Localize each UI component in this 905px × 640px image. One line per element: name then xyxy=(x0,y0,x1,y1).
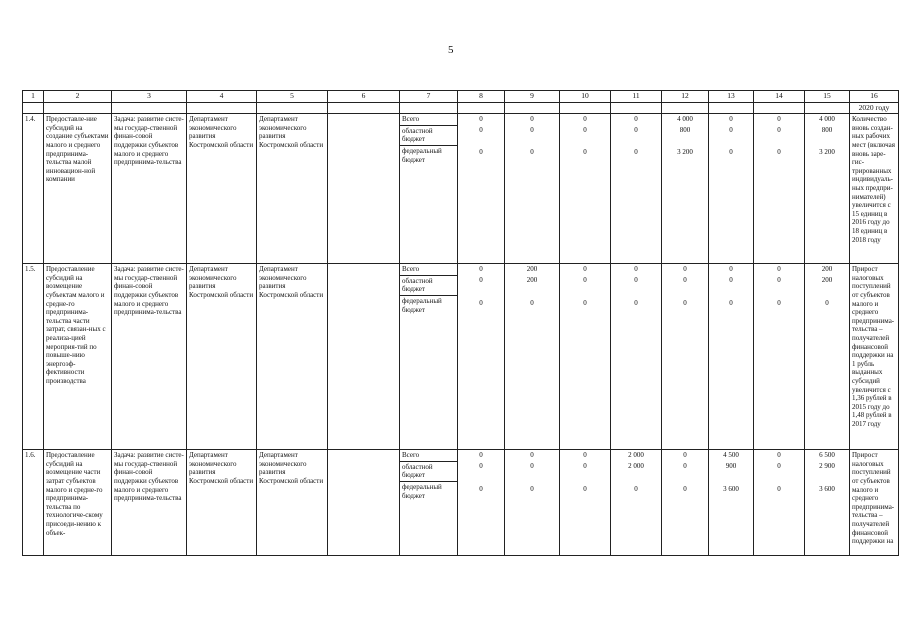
page-number: 5 xyxy=(448,44,454,56)
row-number: 1.5. xyxy=(23,264,44,450)
value: 0 xyxy=(729,299,733,308)
value: 3 200 xyxy=(819,148,835,157)
budget-regional-label: областной бюджет xyxy=(400,126,457,146)
value: 0 xyxy=(479,461,483,470)
row-number: 1.4. xyxy=(23,114,44,264)
value: 0 xyxy=(530,461,534,470)
value: 0 xyxy=(479,299,483,308)
value: 0 xyxy=(634,299,638,308)
task-text: Задача: развитие систе-мы государ-ственной финан-совой поддержки субъектов малого и среднего предпринима-тельства xyxy=(112,264,187,450)
value: 200 xyxy=(526,275,538,284)
value: 0 xyxy=(777,485,781,494)
value: 0 xyxy=(583,451,587,460)
value: 0 xyxy=(479,275,483,284)
value: 0 xyxy=(729,148,733,157)
value: 0 xyxy=(777,148,781,157)
value: 0 xyxy=(634,115,638,124)
value: 0 xyxy=(530,125,534,134)
measure-name: Предоставле-ние субсидий на создание субъектами малого и среднего предпринима-тельства малой инновацион-ной компании xyxy=(44,114,112,264)
header-col-3: 3 xyxy=(112,91,187,103)
table-row xyxy=(23,450,899,556)
header-col-6: 6 xyxy=(328,91,400,103)
value: 0 xyxy=(777,125,781,134)
value: 3 600 xyxy=(819,485,835,494)
co-executor: Департамент экономического развития Костромской области xyxy=(257,264,328,450)
budget-regional-label: областной бюджет xyxy=(400,462,457,482)
budget-total-label: Всего xyxy=(400,114,457,126)
value: 0 xyxy=(530,451,534,460)
value: 0 xyxy=(583,299,587,308)
value: 2 900 xyxy=(819,461,835,470)
header-col-11: 11 xyxy=(611,91,662,103)
value: 0 xyxy=(583,275,587,284)
budget-sources xyxy=(400,450,458,556)
year-note: 2020 году xyxy=(850,102,899,114)
value: 0 xyxy=(683,485,687,494)
value: 0 xyxy=(683,451,687,460)
value: 0 xyxy=(683,461,687,470)
value: 0 xyxy=(583,148,587,157)
value: 0 xyxy=(683,275,687,284)
expected-result: Прирост налоговых поступлений от субъектов малого и среднего предпринима-тельства – получателей финансовой поддержки на xyxy=(850,450,899,556)
header-col-9: 9 xyxy=(505,91,560,103)
co-executor: Департамент экономического развития Костромской области xyxy=(257,450,328,556)
value: 0 xyxy=(530,299,534,308)
value: 6 500 xyxy=(819,451,835,460)
header-col-10: 10 xyxy=(560,91,611,103)
value: 0 xyxy=(777,265,781,274)
value: 4 000 xyxy=(677,115,693,124)
program-table xyxy=(22,90,899,556)
header-col-5: 5 xyxy=(257,91,328,103)
header-col-1: 1 xyxy=(23,91,44,103)
task-text: Задача: развитие систе-мы государ-ственной финан-совой поддержки субъектов малого и среднего предпринима-тельства xyxy=(112,450,187,556)
budget-federal-label: федеральный бюджет xyxy=(402,146,442,164)
value: 0 xyxy=(530,148,534,157)
value: 0 xyxy=(777,451,781,460)
header-col-14: 14 xyxy=(754,91,805,103)
header-col-7: 7 xyxy=(400,91,458,103)
value: 0 xyxy=(583,461,587,470)
value: 0 xyxy=(530,485,534,494)
budget-total-label: Всего xyxy=(400,264,457,276)
executor: Департамент экономического развития Костромской области xyxy=(187,450,257,556)
value: 900 xyxy=(725,461,737,470)
value: 800 xyxy=(679,125,691,134)
value: 0 xyxy=(479,485,483,494)
value: 800 xyxy=(821,125,833,134)
value: 0 xyxy=(479,125,483,134)
value: 0 xyxy=(777,115,781,124)
header-col-13: 13 xyxy=(709,91,754,103)
table-row xyxy=(23,264,899,450)
value: 0 xyxy=(683,299,687,308)
header-col-4: 4 xyxy=(187,91,257,103)
value: 0 xyxy=(479,451,483,460)
value: 0 xyxy=(479,265,483,274)
header-col-16: 16 xyxy=(850,91,899,103)
value: 0 xyxy=(634,125,638,134)
value: 0 xyxy=(634,485,638,494)
value: 0 xyxy=(530,115,534,124)
value: 0 xyxy=(777,299,781,308)
value: 2 000 xyxy=(628,461,644,470)
value: 0 xyxy=(479,115,483,124)
header-row xyxy=(23,91,899,103)
header-col-12: 12 xyxy=(662,91,709,103)
measure-name: Предоставление субсидий на возмещение части затрат субъектов малого и средне-го предпринима-тельства по технологиче-скому присоеди-нению к объек- xyxy=(44,450,112,556)
header-col-8: 8 xyxy=(458,91,505,103)
header-col-2: 2 xyxy=(44,91,112,103)
header-col-15: 15 xyxy=(805,91,850,103)
co-executor: Департамент экономического развития Костромской области xyxy=(257,114,328,264)
budget-sources xyxy=(400,114,458,264)
value: 0 xyxy=(479,148,483,157)
table-row xyxy=(23,114,899,264)
value: 0 xyxy=(583,125,587,134)
value: 2 000 xyxy=(628,451,644,460)
value: 0 xyxy=(583,265,587,274)
value: 0 xyxy=(777,275,781,284)
budget-federal-label: федеральный бюджет xyxy=(402,296,442,314)
value: 200 xyxy=(821,265,833,274)
executor: Департамент экономического развития Костромской области xyxy=(187,114,257,264)
budget-sources xyxy=(400,264,458,450)
value: 3 200 xyxy=(677,148,693,157)
value: 4 500 xyxy=(723,451,739,460)
value: 4 000 xyxy=(819,115,835,124)
budget-total-label: Всего xyxy=(400,450,457,462)
value: 0 xyxy=(683,265,687,274)
value: 200 xyxy=(821,275,833,284)
value: 0 xyxy=(634,275,638,284)
value: 0 xyxy=(777,461,781,470)
budget-regional-label: областной бюджет xyxy=(400,276,457,296)
value: 0 xyxy=(729,115,733,124)
budget-federal-label: федеральный бюджет xyxy=(402,482,442,500)
value: 0 xyxy=(634,148,638,157)
value: 0 xyxy=(583,485,587,494)
measure-name: Предоставление субсидий на возмещение субъектам малого и средне-го предпринима-тельства части затрат, связан-ных с реализа-цией мероприя-тий по повыше-нию энергоэф-фективности производства xyxy=(44,264,112,450)
year-note-row xyxy=(23,102,899,114)
value: 0 xyxy=(634,265,638,274)
value: 200 xyxy=(526,265,538,274)
task-text: Задача: развитие систе-мы государ-ственной финан-совой поддержки субъектов малого и среднего предпринима-тельства xyxy=(112,114,187,264)
value: 0 xyxy=(583,115,587,124)
expected-result: Прирост налоговых поступлений от субъектов малого и среднего предпринима-тельства – получателей финансовой поддержки на 1 рубль выданных субсидий увеличится с 1,36 рублей в 2015 году до 1,48 рублей в 2017 году xyxy=(850,264,899,450)
value: 0 xyxy=(825,299,829,308)
value: 3 600 xyxy=(723,485,739,494)
row-number: 1.6. xyxy=(23,450,44,556)
value: 0 xyxy=(729,275,733,284)
executor: Департамент экономического развития Костромской области xyxy=(187,264,257,450)
value: 0 xyxy=(729,265,733,274)
expected-result: Количество вновь создан-ных рабочих мест (включая вновь заре-гис-трированных индивидуаль-ных предпри-нимателей) увеличится с 15 единиц в 2016 году до 18 единиц в 2018 году xyxy=(850,114,899,264)
value: 0 xyxy=(729,125,733,134)
